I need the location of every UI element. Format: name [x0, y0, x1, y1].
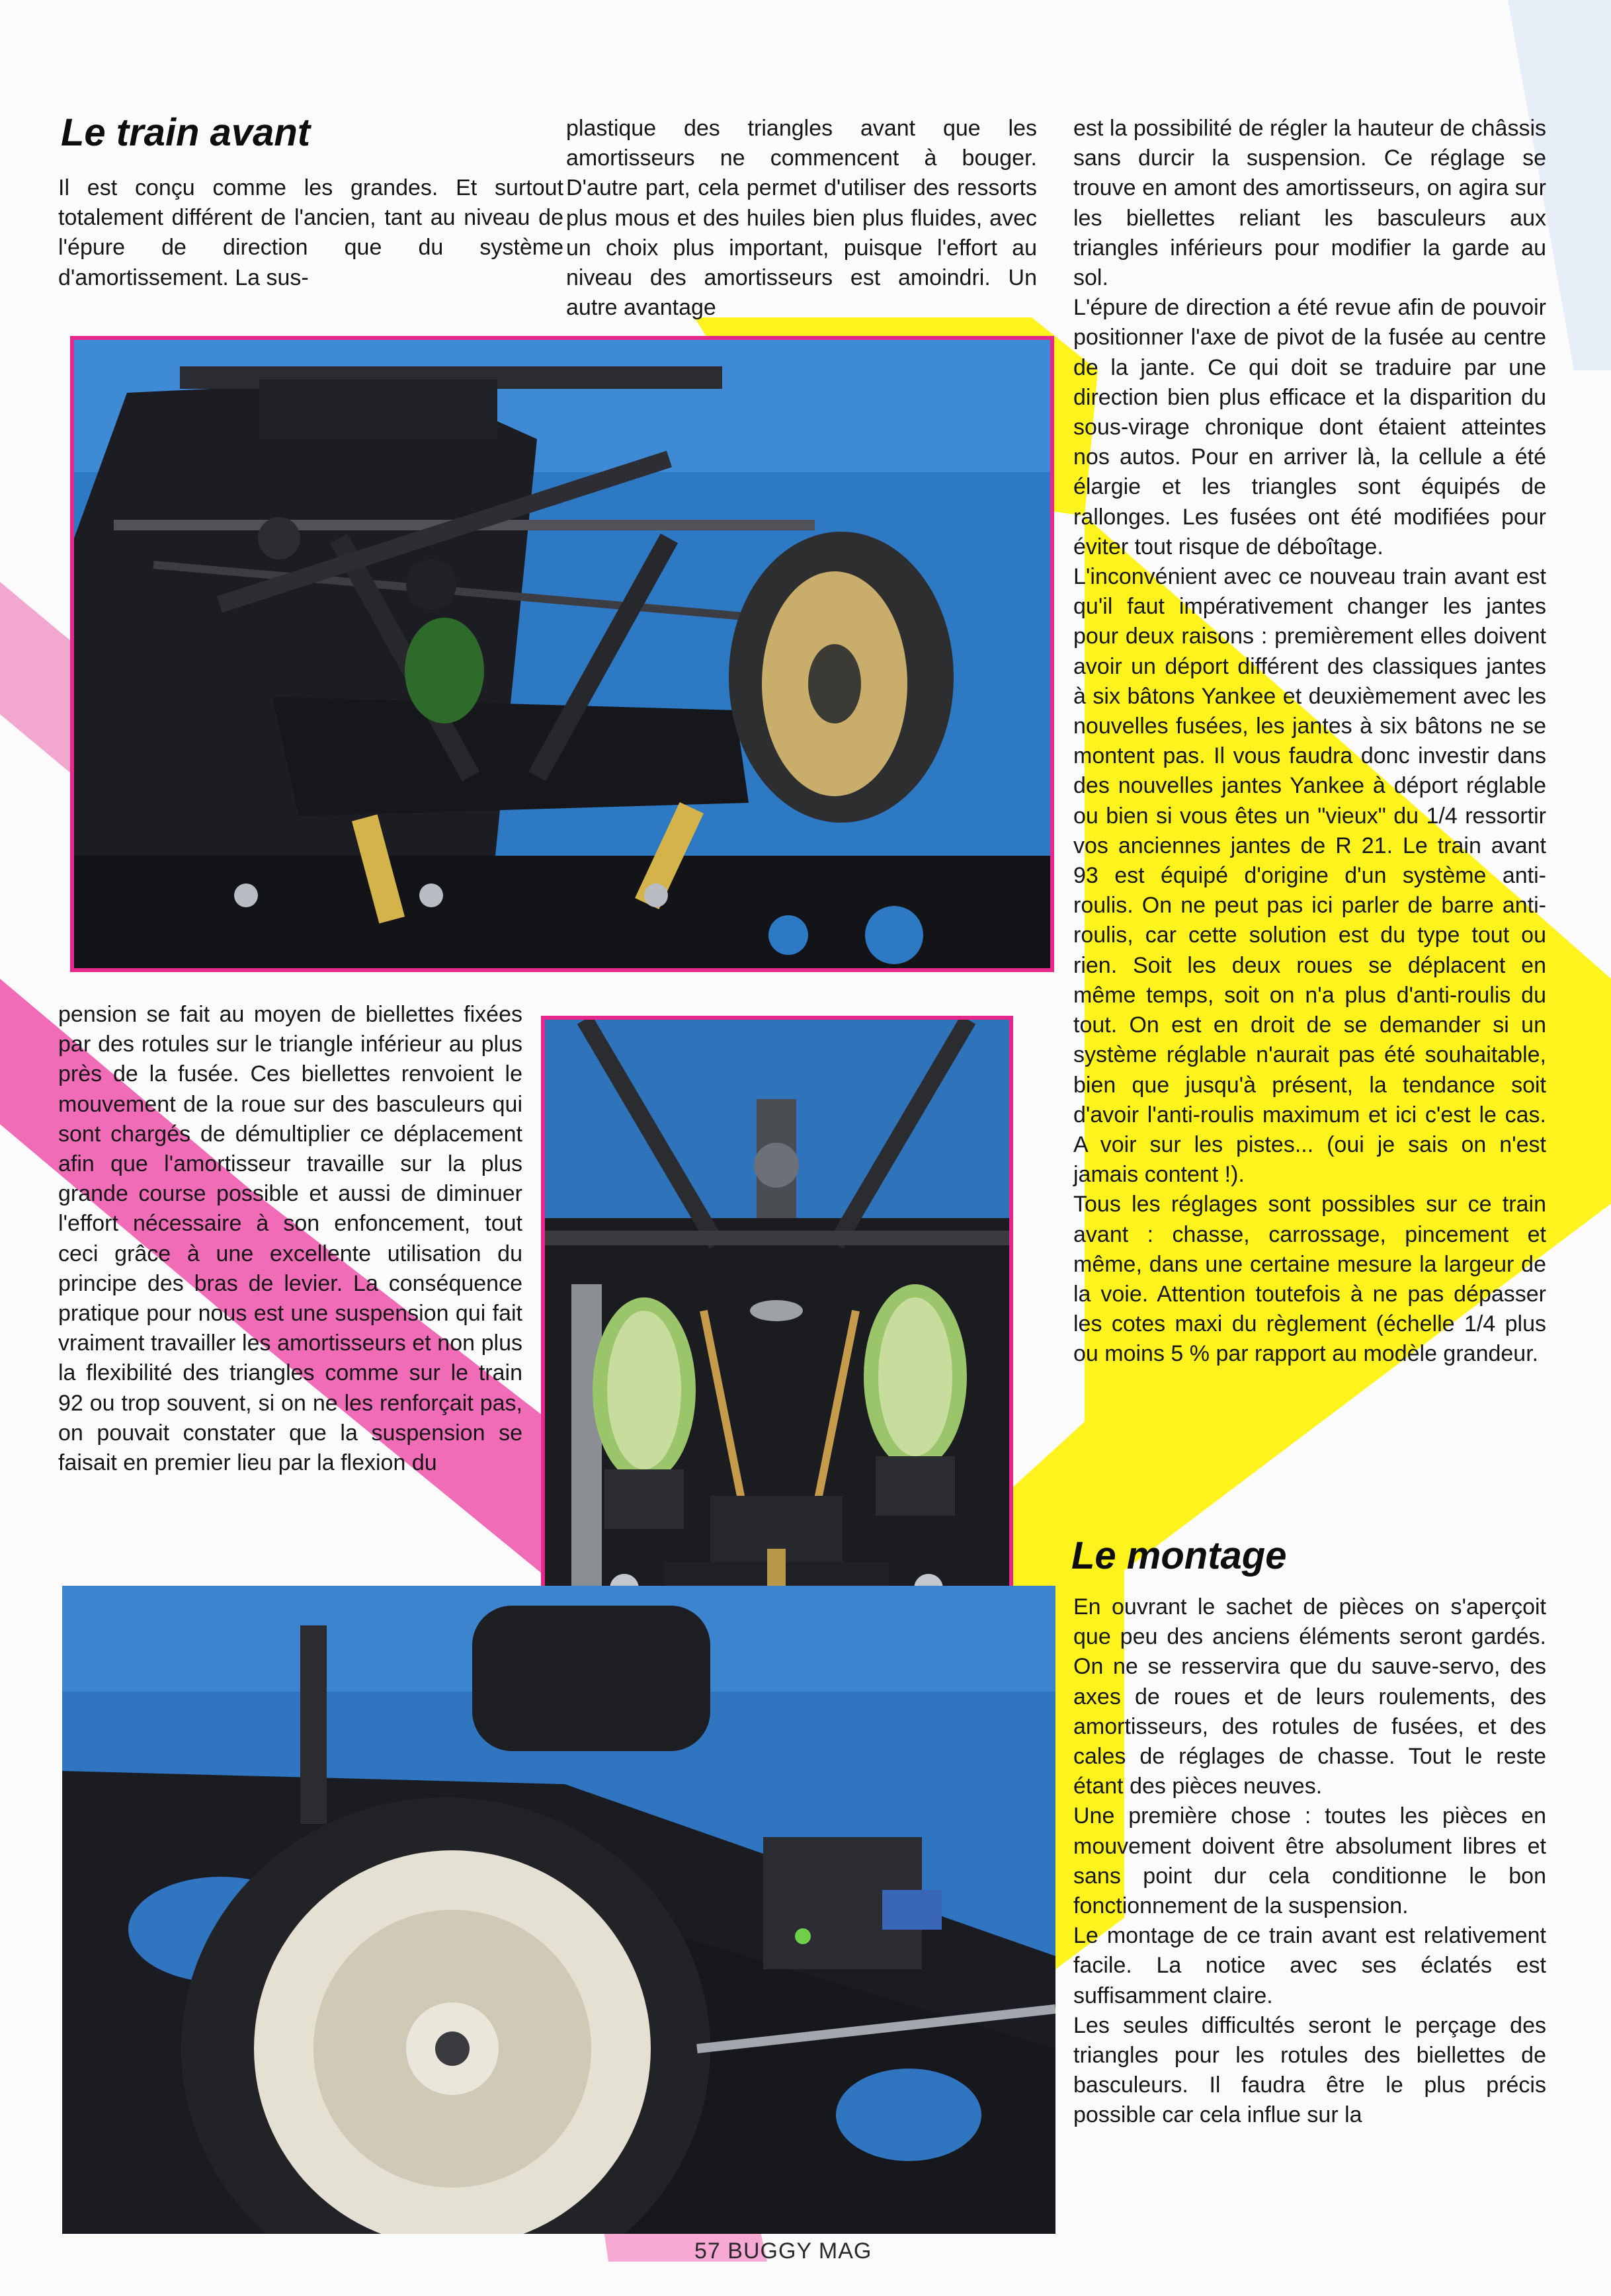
paragraph: est la possibilité de régler la hauteur de châssis sans durcir la suspension. Ce réglage se trouve en amont des amortisseurs, on agira sur les biellettes reliant les basculeurs aux triangles inférieurs pour modifier la garde au sol. [1073, 116, 1546, 291]
photo-illustration [74, 340, 1050, 968]
photo-illustration [545, 1020, 1009, 1682]
paragraph: plastique des triangles avant que les amortisseurs ne commencent à bouger. D'autre part, cela permet d'utiliser des ressorts plus mous et des huiles bien plus fluides, avec un choix plus important, puisque l'effort au niveau des amortisseurs est amoindri. Un autre avantage [566, 116, 1037, 321]
photo-front-suspension-top [70, 336, 1054, 972]
paragraph: L'inconvénient avec ce nouveau train avant est qu'il faut impérativement changer les jantes pour deux raisons : premièrement elles doivent avoir un déport différent des classiques jantes à six bâtons Yankee et deuxièmement avec les nouvelles fusées, les jantes à six bâtons ne se montent pas. Il vous faudra donc investir dans des nouvelles jantes Yankee à déport réglable ou bien si vous êtes un "vieux" du 1/4 ressortir vos anciennes jantes de R 21. Le train avant 93 est équipé d'origine d'un système anti-roulis. On ne peut pas ici parler de barre anti-roulis, car cette solution est du type tout ou rien. Soit les deux roues se déplacent en même temps, soit on n'a plus d'anti-roulis du tout. On est en droit de se demander si un système réglable n'aurait pas été souhaitable, bien que jusqu'à présent, la tendance soit d'avoir l'anti-roulis maximum et ici c'est le cas. A voir sur les pistes... (oui je sais on n'est jamais content !). [1073, 564, 1546, 1188]
heading-train-avant: Le train avant [61, 111, 311, 154]
paragraph: En ouvrant le sachet de pièces on s'aperçoit que peu des anciens éléments seront gardés. On ne se resservira que du sauve-servo, des axes de roues et de leurs roulements, des amortisseurs, des rotules de fusées, et des cales de réglages de chasse. Tout le reste étant des pièces neuves. [1073, 1594, 1546, 1799]
col1-top-text [58, 173, 563, 293]
paragraph: pension se fait au moyen de biellettes fixées par des rotules sur le triangle inférieur au plus près de la fusée. Ces biellettes renvoient le mouvement de la roue sur des basculeurs qui sont chargés de démultiplier ce déplacement afin que l'amortisseur travaille sur la plus grande course possible et aussi de diminuer l'effort nécessaire à son enfoncement, tout ceci grâce à une excellente utilisation du principe des bras de levier. La conséquence pratique pour nous est une suspension qui fait vraiment travailler les amortisseurs et non plus la flexibilité des triangles comme sur le train 92 ou trop souvent, si on ne les renforçait pas, on pouvait constater que la suspension se faisait en premier lieu par la flexion du [58, 1002, 522, 1476]
col3-text [1073, 114, 1546, 1370]
page-footer: 57 BUGGY MAG [694, 2238, 872, 2264]
montage-text [1073, 1592, 1546, 2131]
pink-stripe-left-top [0, 582, 79, 780]
photo-front-wheel [62, 1586, 1055, 2234]
paragraph: Tous les réglages sont possibles sur ce train avant : chasse, carrossage, pincement et même, dans une certaine mesure la largeur de la voie. Attention toutefois à ne pas dépasser les cotes maxi du règlement (échelle 1/4 plus ou moins 5 % par rapport au modèle grandeur. [1073, 1192, 1546, 1367]
paragraph: Il est conçu comme les grandes. Et surtout totalement différent de l'ancien, tant au niveau de l'épure de direction que du système d'amortissement. La sus- [58, 175, 563, 290]
paragraph: Les seules difficultés seront le perçage des triangles pour les rotules des biellettes de basculeurs. Il faudra être le plus précis possible car cela influe sur la [1073, 2012, 1546, 2128]
col1-mid-text [58, 1000, 522, 1478]
photo-illustration [62, 1586, 1055, 2234]
paragraph: L'épure de direction a été revue afin de pouvoir positionner l'axe de pivot de la fusée au centre de la jante. Ce qui doit se traduire par une direction bien plus efficace et la disparition du sous-virage chronique dont étaient atteintes nos autos. Pour en arriver là, la cellule a été élargie et les triangles sont équipés de rallonges. Les fusées ont été modifiées pour éviter tout risque de déboîtage. [1073, 295, 1546, 559]
col2-top-text [566, 114, 1037, 323]
paragraph: Une première chose : toutes les pièces en mouvement doivent être absolument libres et sans point dur cela conditionne le bon fonctionnement de la suspension. [1073, 1803, 1546, 1919]
heading-le-montage: Le montage [1071, 1534, 1287, 1577]
paragraph: Le montage de ce train avant est relativement facile. La notice avec ses éclatés est suffisamment claire. [1073, 1923, 1546, 2008]
